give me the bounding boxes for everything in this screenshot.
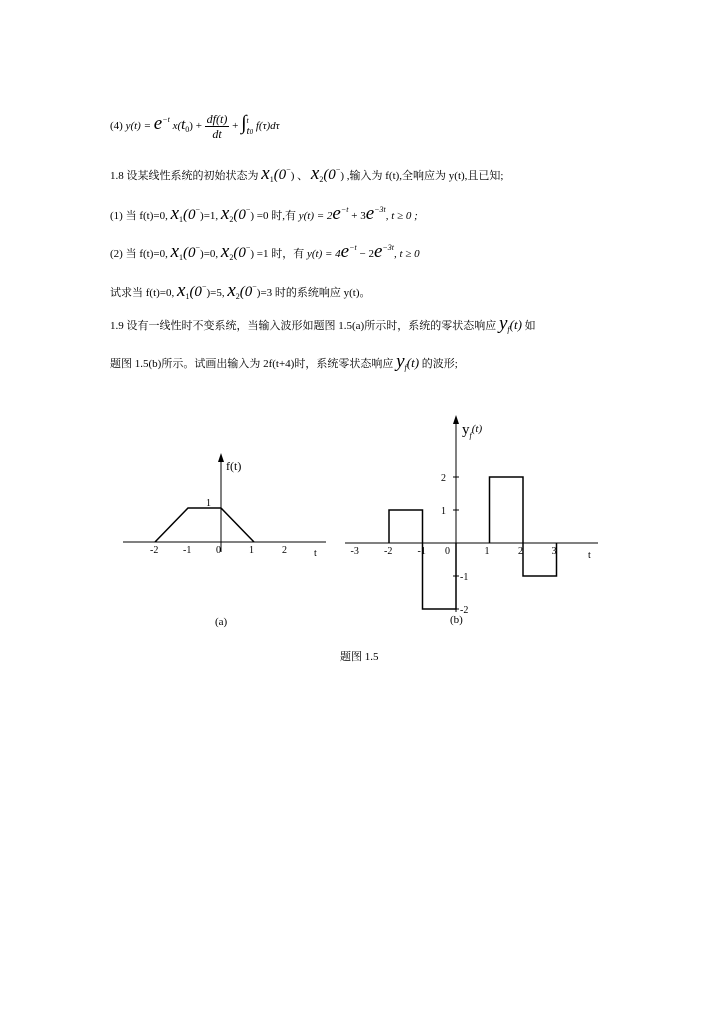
x2-sub: 2 [319, 175, 324, 184]
c1-pre: (1) 当 f(t)=0, [110, 210, 168, 222]
y-label-sub: f [469, 431, 472, 440]
c1-x1-arg: (0 [183, 207, 196, 223]
p19-line2-text: 题图 1.5(b)所示。试画出输入为 2f(t+4)时，系统零状态响应 [110, 358, 394, 370]
x-tick-label: 3 [551, 546, 557, 557]
x2: x [310, 163, 320, 184]
p19-yf-arg: (t) [509, 317, 522, 332]
x-tick-label: -3 [350, 546, 359, 557]
x1-sup: − [286, 165, 291, 174]
intro-text: 1.8 设某线性系统的初始状态为 [110, 170, 259, 182]
intro-tail: ,输入为 f(t),全响应为 y(t),且已知; [346, 170, 504, 182]
y-axis-arrow [218, 453, 224, 462]
y-label-arg: (t) [471, 423, 483, 435]
c1-x1-sub: 1 [179, 215, 184, 224]
pulse-segment [423, 543, 457, 609]
p19-line1-text: 1.9 设有一线性时不变系统，当输入波形如题图 1.5(a)所示时，系统的零状态响应 [110, 320, 497, 332]
p19-yf-2: y [396, 351, 405, 372]
q-x1-val: )=5, [206, 287, 225, 299]
plus: + [232, 120, 239, 133]
x-tick-label: 0 [445, 546, 450, 557]
y-axis-label: f(t) [226, 459, 242, 473]
x2-sup: − [335, 165, 341, 174]
x-tick-label: 0 [216, 545, 221, 556]
x1-close: ) [290, 170, 295, 182]
q-x1-sub: 1 [185, 292, 190, 301]
x-part: x( [172, 120, 182, 133]
c1-x1-val: )=1, [200, 210, 219, 222]
q-x1: x [177, 280, 186, 301]
y-tick-label: 1 [206, 498, 211, 509]
c2-e1: e [340, 241, 350, 262]
c1-x2-arg: (0 [233, 207, 246, 223]
c2-x2-sub: 2 [229, 253, 234, 262]
c2-x1-arg: (0 [183, 245, 196, 261]
problem-1-9-line-2 [110, 351, 458, 376]
frac-num: df(t) [206, 112, 228, 126]
exp-power: −t [162, 115, 170, 125]
c1-x2: x [220, 203, 230, 224]
p19-line2-tail: 的波形; [421, 358, 458, 370]
c1-x1-sup: − [195, 205, 201, 214]
frac-den: dt [212, 127, 222, 141]
q-x2-arg: (0 [239, 284, 253, 300]
x1-arg: (0 [273, 167, 287, 183]
derivative-fraction [205, 112, 230, 141]
p19-yf-arg-2: (t) [406, 355, 420, 370]
c2-x1-sup: − [195, 243, 201, 252]
p19-yf-sub-2: f [404, 363, 407, 372]
chart-a-input-waveform [118, 450, 333, 570]
int-upper: t [246, 116, 249, 125]
c2-x2-sup: − [245, 243, 251, 252]
separator: 、 [297, 170, 309, 182]
c1-x2-val: ) =0 时,有 [250, 210, 296, 222]
y-tick-label: 1 [441, 506, 446, 517]
int-lower-sub: 0 [249, 128, 254, 136]
q-x1-sup: − [201, 282, 207, 291]
y-tick-label: -1 [460, 572, 469, 583]
c2-x1-val: )=0, [200, 248, 219, 260]
x-tick-label: 2 [282, 545, 287, 556]
q-x2-val: )=3 时的系统响应 y(t)。 [256, 287, 371, 299]
pulse-segment [490, 477, 524, 543]
c1-x1: x [170, 203, 180, 224]
exp-e: e [153, 113, 163, 135]
c1-e1: e [332, 203, 341, 224]
integral-sign: ∫ [241, 112, 247, 135]
c2-e1-exp: −t [349, 243, 357, 252]
q-x2: x [227, 280, 236, 301]
chart-b-label: (b) [450, 614, 463, 626]
problem-1-8-intro [110, 162, 503, 188]
lhs: y(t) = [125, 120, 152, 133]
p19-yf-sub: f [507, 325, 510, 334]
x2-arg: (0 [323, 167, 336, 183]
y-axis-label [462, 422, 482, 440]
x-tick-label: 2 [518, 546, 523, 557]
problem-4-label: (4) [110, 120, 123, 133]
x-tick-label: 1 [484, 546, 490, 557]
c1-e2-exp: −3t [374, 205, 386, 214]
problem-4-equation [110, 112, 280, 141]
c2-pre: (2) 当 f(t)=0, [110, 248, 168, 260]
t0-sub: 0 [185, 125, 190, 135]
chart-b-zero-state-response [340, 412, 605, 617]
c1-y: y(t) = 2 [298, 210, 333, 222]
c2-y: y(t) = 4 [306, 248, 341, 260]
c2-tail: , t ≥ 0 [394, 248, 420, 260]
q-x2-sub: 2 [235, 292, 240, 301]
figure-caption: 题图 1.5 [340, 651, 379, 663]
p19-yf: y [498, 313, 508, 334]
c1-x2-sup: − [245, 205, 251, 214]
condition-2 [110, 240, 420, 266]
x1: x [261, 163, 270, 184]
question-1-8 [110, 279, 371, 305]
q-pre: 试求当 f(t)=0, [110, 287, 175, 299]
c1-tail: , t ≥ 0 ; [385, 210, 418, 222]
x-axis-label: t [588, 550, 591, 561]
x-tick-label: 1 [249, 545, 254, 556]
c2-e2: e [373, 241, 383, 262]
c2-x1: x [170, 241, 180, 262]
close-paren: ) + [189, 120, 202, 133]
y-label-y: y [462, 422, 470, 438]
c2-x2-arg: (0 [233, 245, 246, 261]
x-tick-label: -2 [150, 545, 159, 556]
c2-x1-sub: 1 [179, 253, 184, 262]
c1-plus: + 3 [351, 210, 366, 222]
integral-limits [247, 116, 254, 137]
c2-x2: x [220, 241, 230, 262]
series-f-t [155, 508, 254, 542]
int-lower-t: t [246, 125, 250, 137]
y-tick-label: 2 [441, 473, 446, 484]
c2-minus: − 2 [359, 248, 374, 260]
c2-e2-exp: −3t [382, 243, 395, 252]
x-tick-label: -1 [417, 546, 426, 557]
c1-x2-sub: 2 [229, 215, 234, 224]
x-axis-label: t [314, 548, 317, 559]
y-axis-arrow [453, 415, 459, 424]
y-tick-label: -2 [460, 605, 469, 616]
c2-x2-val: ) =1 时，有 [250, 248, 305, 260]
condition-1 [110, 202, 418, 228]
x-tick-label: -1 [183, 545, 192, 556]
p19-line1-tail: 如 [524, 320, 536, 332]
integrand: f(τ)dτ [255, 120, 280, 133]
x-tick-label: -2 [384, 546, 393, 557]
x1-sub: 1 [269, 175, 274, 184]
c1-e1-exp: −t [340, 205, 349, 214]
c1-e2: e [365, 203, 375, 224]
int-lower [247, 126, 254, 137]
q-x2-sup: − [252, 282, 257, 291]
problem-1-9-line-1 [110, 313, 536, 338]
t0: t [181, 117, 186, 134]
pulse-segment [389, 510, 423, 543]
q-x1-arg: (0 [189, 284, 202, 300]
x2-close: ) [340, 170, 344, 182]
chart-a-label: (a) [215, 616, 228, 628]
